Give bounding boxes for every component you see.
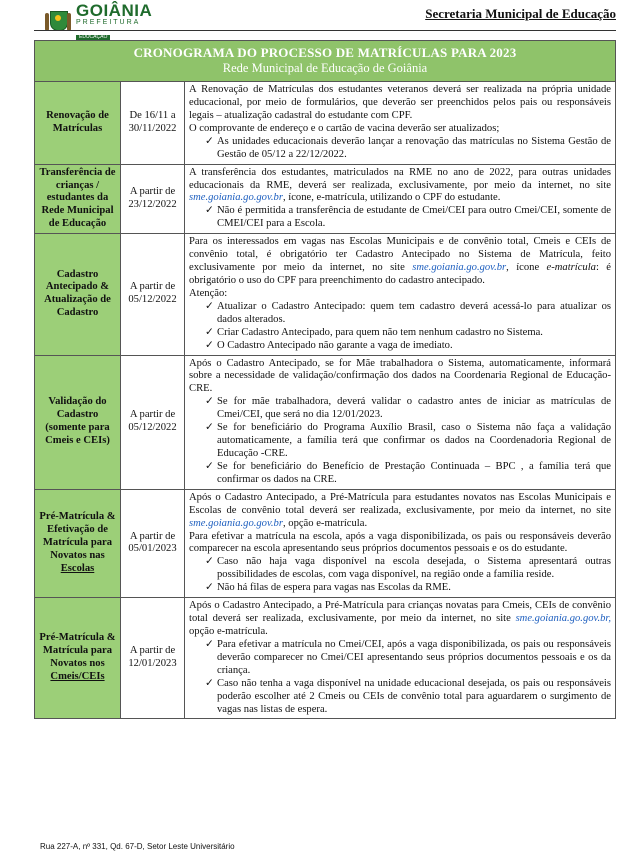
check-item: ✓ Não há filas de espera para vagas nas Escolas da RME. (189, 582, 611, 595)
date-cell: A partir de 05/12/2022 (121, 234, 185, 355)
paragraph: Após o Cadastro Antecipado, a Pré-Matrícula para crianças novatas para Cmeis, CEIs de convênio total deverá ser realizada, exclusivamente, por meio da internet, no site sme.goiania.go.gov.br, opção e-matrícula. (189, 600, 611, 637)
description-cell (185, 489, 616, 597)
sme-site-link[interactable]: sme.goiania.go.gov.br (412, 262, 507, 274)
goiania-crest-icon (44, 7, 72, 37)
step-cell: Pré-Matrícula & Matrícula para Novatos nos Cmeis/CEIs (35, 598, 121, 719)
sme-site-link[interactable]: sme.goiania.go.gov.br (189, 517, 283, 529)
date-cell: A partir de 05/12/2022 (121, 355, 185, 489)
step-cell: Cadastro Antecipado & Atualização de Cadastro (35, 234, 121, 355)
check-item: ✓ O Cadastro Antecipado não garante a vaga de imediato. (189, 340, 611, 353)
check-item: ✓ Para efetivar a matrícula no Cmei/CEI, após a vaga disponibilizada, os pais ou responsáveis deverão comparecer no Cmei/CEI apresentando seus próprios documentos pessoais e os da criança. (189, 639, 611, 678)
description-cell (185, 164, 616, 234)
footer-address: Rua 227-A, nº 331, Qd. 67-D, Setor Leste Universitário (40, 842, 235, 851)
paragraph: Para os interessados em vagas nas Escolas Municipais e de convênio total, Cmeis e CEIs de convênio total, é obrigatório ter Cadastro Antecipado no Sistema de Matrícula, feito exclusivamente por meio da internet, no site sme.goiania.go.gov.br, ícone e-matrícula: é obrigatório o uso do CPF para preenchimento do cadastro antecipado. (189, 236, 611, 287)
paragraph: Para efetivar a matrícula na escola, após a vaga disponibilizada, os pais ou responsáveis deverão comparecer na escola apresentando seus próprios documentos pessoais e os do estudante. (189, 530, 611, 555)
table-row (35, 355, 616, 489)
paragraph: Atenção: (189, 287, 228, 299)
table-title: CRONOGRAMA DO PROCESSO DE MATRÍCULAS PARA 2023 (133, 45, 517, 60)
description-cell (185, 355, 616, 489)
header-divider (34, 30, 616, 31)
date-cell: A partir de 05/01/2023 (121, 489, 185, 597)
table-title-row (35, 41, 616, 82)
secretaria-title: Secretaria Municipal de Educação (425, 6, 616, 21)
sme-site-link[interactable]: sme.goiania.go.gov.br, (515, 613, 611, 625)
table-row (35, 598, 616, 719)
check-item: ✓ Caso não haja vaga disponível na escola desejada, o Sistema apresentará outras possibilidades de escolas, com vaga disponível, na região onde a família reside. (189, 556, 611, 582)
check-item: ✓ As unidades educacionais deverão lançar a renovação das matrículas no Sistema Gestão de Gestão de 05/12 a 22/12/2022. (189, 136, 611, 162)
step-cell: Pré-Matrícula & Efetivação de Matrícula para Novatos nas Escolas (35, 489, 121, 597)
step-cell: Transferência de crianças / estudantes da Rede Municipal de Educação (35, 164, 121, 234)
paragraph: A transferência dos estudantes, matriculados na RME no ano de 2022, para outras unidades educacionais da RME, deverá ser realizada, exclusivamente, por meio da internet, no site sme.goiania.go.gov.br, ícone, e-matrícula, utilizando o CPF do estudante. (189, 166, 611, 204)
date-cell: A partir de 23/12/2022 (121, 164, 185, 234)
paragraph: Após o Cadastro Antecipado, a Pré-Matrícula para estudantes novatos nas Escolas Municipais e Escolas de convênio total deverá ser realizada, exclusivamente, por meio da internet, no site sme.goiania.go.gov.br, opção e-matrícula. (189, 491, 611, 529)
description-cell (185, 598, 616, 719)
date-cell: A partir de 12/01/2023 (121, 598, 185, 719)
table-row (35, 234, 616, 355)
step-cell: Renovação de Matrículas (35, 82, 121, 165)
logo-name: GOIÂNIA (76, 1, 153, 20)
schedule-table (34, 40, 616, 719)
check-item: ✓ Se for beneficiário do Benefício de Prestação Continuada – BPC , a família terá que confirmar os dados na CRE. (189, 461, 611, 487)
description-cell (185, 234, 616, 355)
date-cell: De 16/11 a 30/11/2022 (121, 82, 185, 165)
check-item: ✓ Atualizar o Cadastro Antecipado: quem tem cadastro deverá acessá-lo para atualizar os dados alterados. (189, 301, 611, 327)
check-item: ✓ Se for beneficiário do Programa Auxílio Brasil, caso o Sistema não faça a validação automaticamente, a família terá que confirmar os dados na Coordenadoria Regional de Educação -CRE. (189, 422, 611, 461)
sme-site-link[interactable]: sme.goiania.go.gov.br (189, 192, 283, 204)
paragraph: A Renovação de Matrículas dos estudantes veteranos deverá ser realizada na própria unidade educacional, por meio de formulários, que deverão ser preenchidos pelos pais ou responsáveis legais – atualização cadastral do estudante com CPF. (189, 84, 611, 121)
paragraph: Após o Cadastro Antecipado, se for Mãe trabalhadora o Sistema, automaticamente, informará sobre a necessidade de validação/confirmação dos dados na Coordenaria Regional de Educação- CRE. (189, 357, 611, 395)
table-subtitle: Rede Municipal de Educação de Goiânia (222, 60, 428, 75)
page-header (0, 0, 640, 38)
check-item: ✓ Se for mãe trabalhadora, deverá validar o cadastro antes de iniciar as matrículas de Cmei/CEI, que será no dia 12/01/2023. (189, 396, 611, 422)
logo-tag: EDUCAÇÃO (76, 35, 110, 40)
check-item: ✓ Criar Cadastro Antecipado, para quem não tem nenhum cadastro no Sistema. (189, 327, 611, 340)
paragraph: O comprovante de endereço e o cartão de vacina deverão ser atualizados; (189, 122, 500, 134)
table-row (35, 82, 616, 165)
logo-sub: PREFEITURA (76, 19, 141, 26)
prefeitura-logo (44, 2, 152, 42)
table-row (35, 489, 616, 597)
step-cell: Validação do Cadastro (somente para Cmeis e CEIs) (35, 355, 121, 489)
check-item: ✓ Caso não tenha a vaga disponível na unidade educacional desejada, os pais ou responsáveis poderão escolher até 2 Cmeis ou CEIs de convênio total para aguardarem o surgimento de vagas nas listas de espera. (189, 678, 611, 717)
check-item: ✓ Não é permitida a transferência de estudante de Cmei/CEI para outro Cmei/CEI, somente de CMEI/CEI para a Escola. (189, 205, 611, 231)
table-row (35, 164, 616, 234)
description-cell (185, 82, 616, 165)
